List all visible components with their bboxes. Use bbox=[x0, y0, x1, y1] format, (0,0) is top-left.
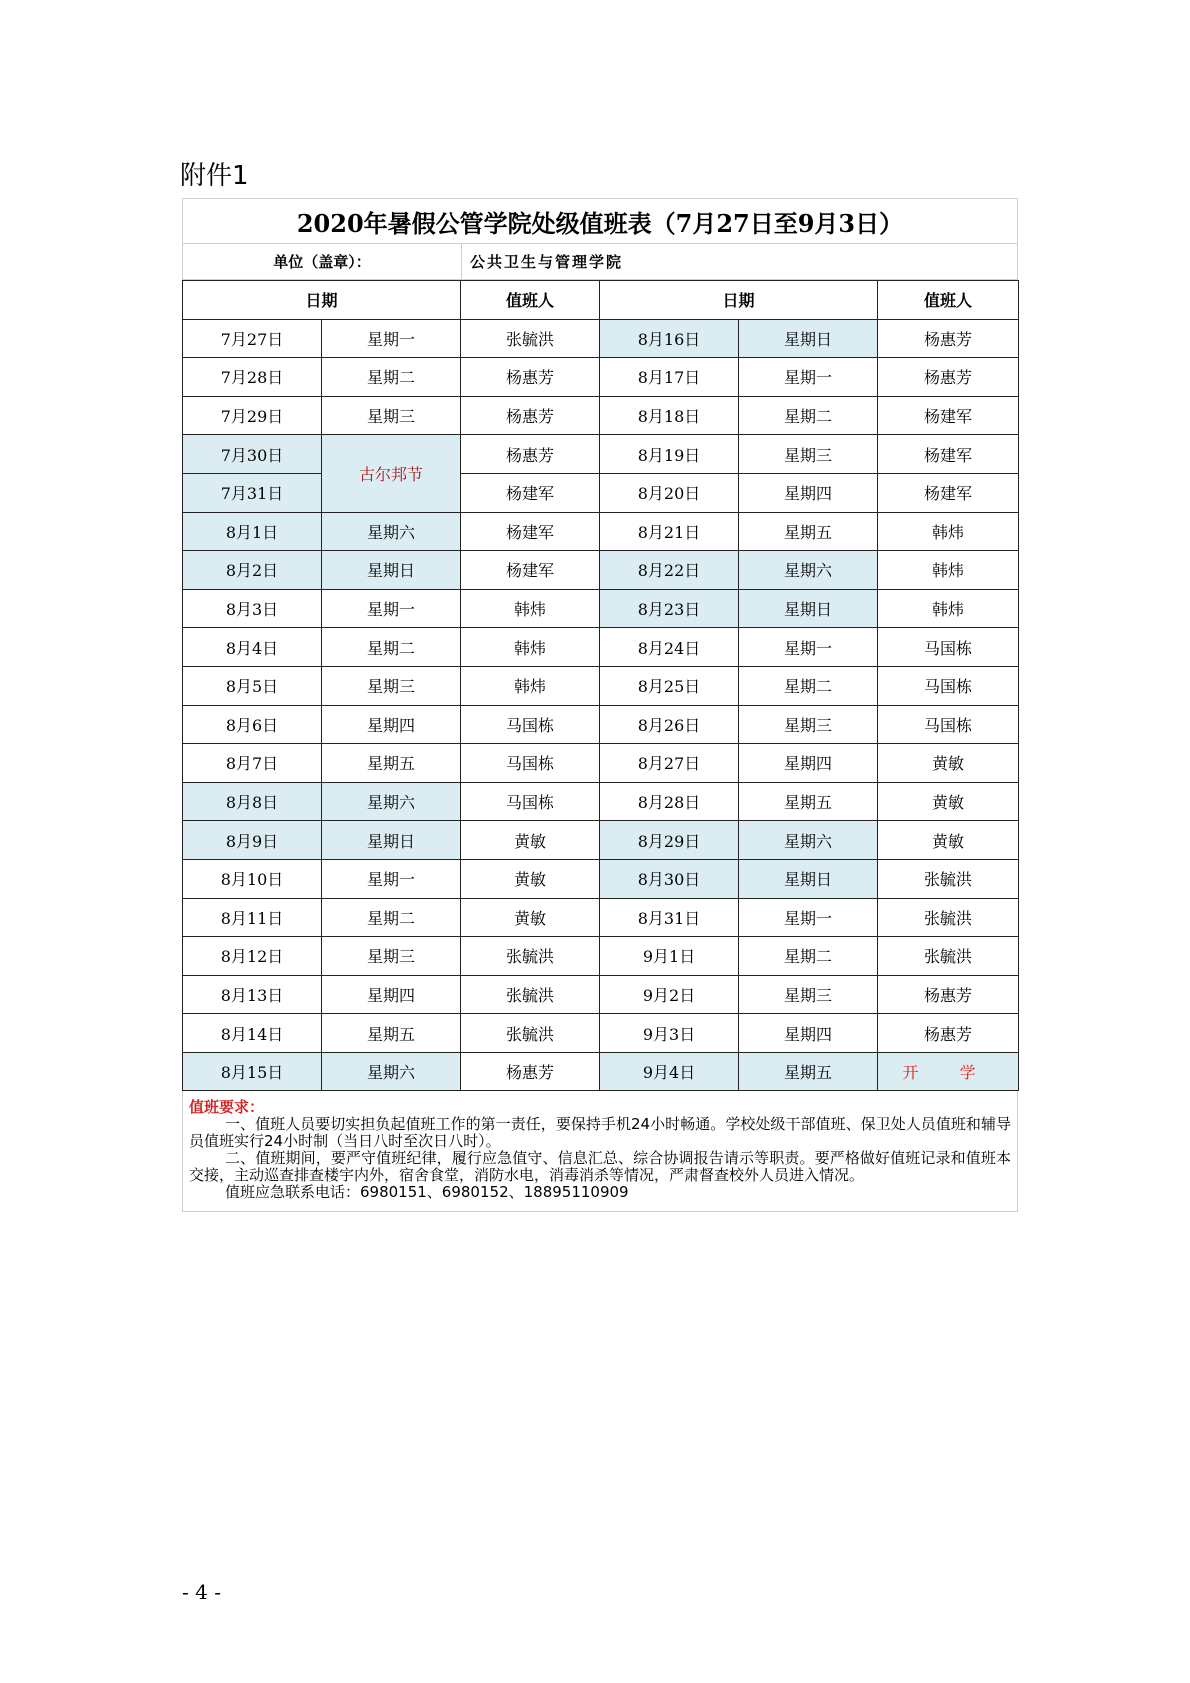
left-weekday-cell: 星期一 bbox=[322, 859, 461, 898]
table-row bbox=[183, 744, 1019, 783]
left-date-cell: 8月10日 bbox=[183, 859, 322, 898]
page-number: - 4 - bbox=[182, 1580, 221, 1604]
left-weekday-cell: 星期一 bbox=[322, 589, 461, 628]
right-person-cell: 杨建军 bbox=[878, 435, 1019, 474]
emergency-contact: 值班应急联系电话：6980151、6980152、18895110909 bbox=[225, 1183, 629, 1202]
right-person-cell: 张毓洪 bbox=[878, 859, 1019, 898]
left-weekday-cell: 星期二 bbox=[322, 628, 461, 667]
table-row bbox=[183, 358, 1019, 397]
duty-sheet bbox=[182, 198, 1018, 1212]
left-date-cell: 8月4日 bbox=[183, 628, 322, 667]
left-person-cell: 张毓洪 bbox=[461, 937, 600, 976]
left-person-cell: 韩炜 bbox=[461, 628, 600, 667]
right-person-cell: 杨建军 bbox=[878, 396, 1019, 435]
table-row bbox=[183, 821, 1019, 860]
left-weekday-cell: 星期五 bbox=[322, 1014, 461, 1053]
left-weekday-cell: 星期三 bbox=[322, 396, 461, 435]
left-person-cell: 韩炜 bbox=[461, 589, 600, 628]
table-row bbox=[183, 435, 1019, 474]
left-date-cell: 8月15日 bbox=[183, 1052, 322, 1091]
festival-cell: 古尔邦节 bbox=[322, 435, 461, 512]
left-person-cell: 杨惠芳 bbox=[461, 1052, 600, 1091]
left-date-cell: 8月13日 bbox=[183, 975, 322, 1014]
table-row bbox=[183, 473, 1019, 512]
left-person-cell: 杨建军 bbox=[461, 512, 600, 551]
right-weekday-cell: 星期五 bbox=[739, 512, 878, 551]
right-date-cell: 8月28日 bbox=[600, 782, 739, 821]
left-weekday-cell: 星期六 bbox=[322, 782, 461, 821]
left-person-cell: 张毓洪 bbox=[461, 319, 600, 358]
left-person-cell: 黄敏 bbox=[461, 898, 600, 937]
right-weekday-cell: 星期二 bbox=[739, 666, 878, 705]
right-date-cell: 8月29日 bbox=[600, 821, 739, 860]
unit-label: 单位（盖章）： bbox=[183, 244, 462, 279]
right-date-cell: 8月18日 bbox=[600, 396, 739, 435]
table-row bbox=[183, 396, 1019, 435]
left-weekday-cell: 星期日 bbox=[322, 821, 461, 860]
left-weekday-cell: 星期日 bbox=[322, 551, 461, 590]
left-person-cell: 黄敏 bbox=[461, 859, 600, 898]
right-date-cell: 9月2日 bbox=[600, 975, 739, 1014]
left-person-cell: 黄敏 bbox=[461, 821, 600, 860]
right-weekday-cell: 星期日 bbox=[739, 589, 878, 628]
right-person-cell: 黄敏 bbox=[878, 782, 1019, 821]
right-weekday-cell: 星期四 bbox=[739, 744, 878, 783]
table-row bbox=[183, 628, 1019, 667]
left-date-cell: 7月31日 bbox=[183, 473, 322, 512]
right-person-cell: 马国栋 bbox=[878, 628, 1019, 667]
left-date-cell: 8月3日 bbox=[183, 589, 322, 628]
left-person-cell: 杨建军 bbox=[461, 551, 600, 590]
right-person-cell: 黄敏 bbox=[878, 744, 1019, 783]
right-weekday-cell: 星期三 bbox=[739, 705, 878, 744]
left-person-cell: 杨建军 bbox=[461, 473, 600, 512]
left-date-cell: 7月30日 bbox=[183, 435, 322, 474]
left-person-cell: 马国栋 bbox=[461, 705, 600, 744]
right-date-cell: 8月31日 bbox=[600, 898, 739, 937]
duty-requirements bbox=[182, 1091, 1018, 1212]
unit-row bbox=[182, 243, 1018, 280]
table-row bbox=[183, 1052, 1019, 1091]
right-person-cell: 马国栋 bbox=[878, 666, 1019, 705]
table-row bbox=[183, 666, 1019, 705]
left-person-cell: 马国栋 bbox=[461, 782, 600, 821]
header-date-left: 日期 bbox=[183, 281, 461, 320]
right-date-cell: 8月27日 bbox=[600, 744, 739, 783]
table-row bbox=[183, 898, 1019, 937]
right-weekday-cell: 星期日 bbox=[739, 319, 878, 358]
right-weekday-cell: 星期四 bbox=[739, 473, 878, 512]
requirements-heading: 值班要求： bbox=[189, 1098, 265, 1117]
right-date-cell: 8月17日 bbox=[600, 358, 739, 397]
table-row bbox=[183, 705, 1019, 744]
table-row bbox=[183, 859, 1019, 898]
right-weekday-cell: 星期二 bbox=[739, 937, 878, 976]
school-start-cell: 开 学 bbox=[878, 1052, 1019, 1091]
left-weekday-cell: 星期一 bbox=[322, 319, 461, 358]
right-person-cell: 杨惠芳 bbox=[878, 319, 1019, 358]
right-person-cell: 张毓洪 bbox=[878, 937, 1019, 976]
right-weekday-cell: 星期四 bbox=[739, 1014, 878, 1053]
right-person-cell: 杨惠芳 bbox=[878, 358, 1019, 397]
left-weekday-cell: 星期二 bbox=[322, 898, 461, 937]
right-date-cell: 8月20日 bbox=[600, 473, 739, 512]
right-weekday-cell: 星期一 bbox=[739, 628, 878, 667]
left-weekday-cell: 星期四 bbox=[322, 975, 461, 1014]
sheet-title: 2020年暑假公管学院处级值班表（7月27日至9月3日） bbox=[182, 198, 1018, 243]
table-row bbox=[183, 319, 1019, 358]
right-date-cell: 8月23日 bbox=[600, 589, 739, 628]
right-date-cell: 8月25日 bbox=[600, 666, 739, 705]
left-weekday-cell: 星期五 bbox=[322, 744, 461, 783]
left-date-cell: 8月7日 bbox=[183, 744, 322, 783]
table-row bbox=[183, 512, 1019, 551]
left-person-cell: 张毓洪 bbox=[461, 1014, 600, 1053]
left-date-cell: 8月11日 bbox=[183, 898, 322, 937]
left-person-cell: 韩炜 bbox=[461, 666, 600, 705]
table-row bbox=[183, 551, 1019, 590]
attachment-label: 附件1 bbox=[180, 161, 249, 191]
right-weekday-cell: 星期日 bbox=[739, 859, 878, 898]
left-date-cell: 8月14日 bbox=[183, 1014, 322, 1053]
unit-value: 公共卫生与管理学院 bbox=[470, 253, 624, 271]
right-weekday-cell: 星期一 bbox=[739, 898, 878, 937]
right-person-cell: 韩炜 bbox=[878, 551, 1019, 590]
table-row bbox=[183, 589, 1019, 628]
table-header-row bbox=[183, 281, 1019, 320]
right-person-cell: 杨惠芳 bbox=[878, 975, 1019, 1014]
right-date-cell: 9月3日 bbox=[600, 1014, 739, 1053]
left-person-cell: 杨惠芳 bbox=[461, 435, 600, 474]
right-weekday-cell: 星期五 bbox=[739, 1052, 878, 1091]
right-person-cell: 杨建军 bbox=[878, 473, 1019, 512]
left-date-cell: 7月28日 bbox=[183, 358, 322, 397]
table-row bbox=[183, 975, 1019, 1014]
left-date-cell: 8月6日 bbox=[183, 705, 322, 744]
left-weekday-cell: 星期六 bbox=[322, 1052, 461, 1091]
requirement-item-2: 二、值班期间，要严守值班纪律，履行应急值守、信息汇总、综合协调报告请示等职责。要严格做好值班记录和值班本交接，主动巡查排查楼宇内外，宿舍食堂，消防水电，消毒消杀等情况，严肃督查校外人员进入情况。 bbox=[189, 1149, 1011, 1185]
duty-table bbox=[182, 280, 1019, 1091]
left-date-cell: 8月2日 bbox=[183, 551, 322, 590]
right-person-cell: 杨惠芳 bbox=[878, 1014, 1019, 1053]
left-date-cell: 7月29日 bbox=[183, 396, 322, 435]
right-person-cell: 黄敏 bbox=[878, 821, 1019, 860]
header-person-left: 值班人 bbox=[461, 281, 600, 320]
left-weekday-cell: 星期三 bbox=[322, 937, 461, 976]
table-row bbox=[183, 1014, 1019, 1053]
right-date-cell: 8月24日 bbox=[600, 628, 739, 667]
left-weekday-cell: 星期四 bbox=[322, 705, 461, 744]
right-person-cell: 马国栋 bbox=[878, 705, 1019, 744]
right-weekday-cell: 星期六 bbox=[739, 551, 878, 590]
right-date-cell: 8月30日 bbox=[600, 859, 739, 898]
left-date-cell: 8月1日 bbox=[183, 512, 322, 551]
left-person-cell: 杨惠芳 bbox=[461, 358, 600, 397]
right-date-cell: 8月21日 bbox=[600, 512, 739, 551]
table-row bbox=[183, 782, 1019, 821]
header-person-right: 值班人 bbox=[878, 281, 1019, 320]
left-date-cell: 8月8日 bbox=[183, 782, 322, 821]
right-weekday-cell: 星期六 bbox=[739, 821, 878, 860]
right-person-cell: 张毓洪 bbox=[878, 898, 1019, 937]
table-row bbox=[183, 937, 1019, 976]
right-person-cell: 韩炜 bbox=[878, 512, 1019, 551]
left-person-cell: 马国栋 bbox=[461, 744, 600, 783]
right-date-cell: 8月19日 bbox=[600, 435, 739, 474]
header-date-right: 日期 bbox=[600, 281, 878, 320]
right-date-cell: 9月4日 bbox=[600, 1052, 739, 1091]
right-weekday-cell: 星期三 bbox=[739, 975, 878, 1014]
left-date-cell: 8月9日 bbox=[183, 821, 322, 860]
right-date-cell: 9月1日 bbox=[600, 937, 739, 976]
left-person-cell: 张毓洪 bbox=[461, 975, 600, 1014]
right-date-cell: 8月22日 bbox=[600, 551, 739, 590]
left-weekday-cell: 星期三 bbox=[322, 666, 461, 705]
right-weekday-cell: 星期五 bbox=[739, 782, 878, 821]
left-weekday-cell: 星期二 bbox=[322, 358, 461, 397]
right-weekday-cell: 星期一 bbox=[739, 358, 878, 397]
right-date-cell: 8月16日 bbox=[600, 319, 739, 358]
left-date-cell: 7月27日 bbox=[183, 319, 322, 358]
left-date-cell: 8月12日 bbox=[183, 937, 322, 976]
right-weekday-cell: 星期三 bbox=[739, 435, 878, 474]
requirement-item-1: 一、值班人员要切实担负起值班工作的第一责任，要保持手机24小时畅通。学校处级干部值班、保卫处人员值班和辅导员值班实行24小时制（当日八时至次日八时）。 bbox=[189, 1115, 1011, 1151]
left-person-cell: 杨惠芳 bbox=[461, 396, 600, 435]
right-person-cell: 韩炜 bbox=[878, 589, 1019, 628]
right-date-cell: 8月26日 bbox=[600, 705, 739, 744]
right-weekday-cell: 星期二 bbox=[739, 396, 878, 435]
left-weekday-cell: 星期六 bbox=[322, 512, 461, 551]
left-date-cell: 8月5日 bbox=[183, 666, 322, 705]
